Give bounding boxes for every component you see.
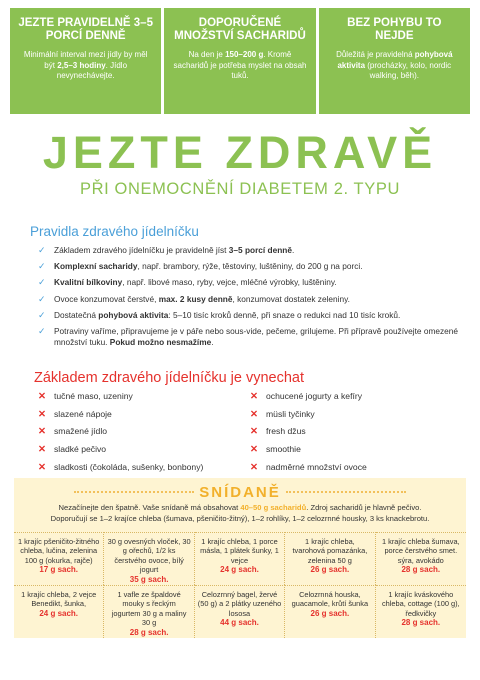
- info-box-regular-meals: [10, 8, 161, 114]
- info-box-body: Minimální interval mezi jídly by měl být 2,5–3 hodiny. Jídlo nevynechávejte.: [23, 50, 148, 80]
- rule-item: ✓ Základem zdravého jídelníčku je pravidelně jíst 3–5 porcí denně.: [38, 245, 295, 255]
- avoid-heading: Základem zdravého jídelníčku je vynechat: [34, 370, 305, 386]
- breakfast-option: Celozrnná houska, guacamole, krůtí šunka 26 g sach.: [285, 585, 375, 638]
- cross-icon: ✕: [38, 408, 46, 420]
- avoid-item: ✕ tučné maso, uzeniny: [38, 391, 133, 402]
- rules-list: [38, 245, 458, 353]
- info-box-title: BEZ POHYBU TO NEJDE: [347, 17, 442, 42]
- check-icon: ✓: [38, 293, 46, 304]
- check-icon: ✓: [38, 277, 46, 288]
- breakfast-option: 1 krajíc chleba šumava, porce čerstvého smet. sýra, avokádo 28 g sach.: [376, 532, 466, 585]
- breakfast-option: 1 krajíc chleba, tvarohová pomazánka, zelenina 50 g 26 g sach.: [285, 532, 375, 585]
- breakfast-note: Nezačínejte den špatně. Vaše snídaně má obsahovat 40–50 g sacharidů. Zdroj sacharidů je hlavně pečivo. Doporučují se 1–2 krajíce chleba (šumava, pšeničito-žitný), 1–2 rohlíky, 1–2 celozrnné housky, 3 ks knackebrotu.: [50, 503, 430, 523]
- cross-icon: ✕: [38, 391, 46, 402]
- check-icon: ✓: [38, 309, 46, 320]
- cross-icon: ✕: [38, 444, 46, 456]
- avoid-item: ✕ sladké pečivo: [38, 444, 107, 456]
- rule-item: ✓ Komplexní sacharidy, např. brambory, rýže, těstoviny, luštěniny, do 200 g na porci.: [38, 261, 363, 272]
- page-subtitle: PŘI ONEMOCNĚNÍ DIABETEM 2. TYPU: [80, 180, 400, 198]
- avoid-item: ✕ sladkosti (čokoláda, sušenky, bonbony): [38, 461, 204, 473]
- check-icon: ✓: [38, 245, 46, 255]
- avoid-item: ✕ smoothie: [250, 444, 301, 456]
- cross-icon: ✕: [250, 444, 258, 456]
- cross-icon: ✕: [250, 408, 258, 420]
- cross-icon: ✕: [250, 391, 258, 402]
- check-icon: ✓: [38, 261, 46, 272]
- avoid-item: ✕ fresh džus: [250, 426, 306, 438]
- info-box-carbs: [164, 8, 315, 114]
- breakfast-option: 1 vafle ze špaldové mouky s řeckým jogurtem 30 g a maliny 30 g 28 g sach.: [104, 585, 194, 638]
- breakfast-option: 1 krajíc kváskového chleba, cottage (100 g), ředkvičky 28 g sach.: [376, 585, 466, 638]
- info-box-exercise: [319, 8, 470, 114]
- breakfast-option: Celozrnný bagel, žervé (50 g) a 2 plátky uzeného lososa 44 g sach.: [195, 585, 285, 638]
- avoid-item: ✕ ochucené jogurty a kefíry: [250, 391, 363, 402]
- info-box-body: Na den je 150–200 g. Kromě sacharidů je potřeba myslet na obsah tuků.: [173, 50, 307, 80]
- rules-heading: Pravidla zdravého jídelníčku: [30, 224, 199, 239]
- breakfast-section: [14, 478, 466, 638]
- cross-icon: ✕: [38, 461, 46, 473]
- breakfast-grid: [14, 532, 466, 638]
- cross-icon: ✕: [250, 426, 258, 438]
- avoid-list-right: [250, 391, 367, 479]
- info-box-title: JEZTE PRAVIDELNĚ 3–5 PORCÍ DENNĚ: [18, 17, 153, 42]
- check-icon: ✓: [38, 325, 46, 336]
- info-box-title: DOPORUČENÉ MNOŽSTVÍ SACHARIDŮ: [174, 17, 306, 42]
- avoid-item: ✕ smažené jídlo: [38, 426, 108, 438]
- breakfast-option: 1 krajíc pšeničito-žitného chleba, lučina, zelenina 100 g (okurka, rajče) 17 g sach.: [14, 532, 104, 585]
- avoid-list-left: [38, 391, 203, 479]
- breakfast-heading: SNÍDANĚ: [199, 484, 281, 501]
- rule-item: ✓ Potraviny vaříme, připravujeme je v páře nebo sous-vide, pečeme, grilujeme. Při přípravě používejte omezené množství tuku. Pokud možno nesmažíme.: [38, 325, 458, 347]
- breakfast-option: 1 krajíc chleba, 1 porce másla, 1 plátek šunky, 1 vejce 24 g sach.: [195, 532, 285, 585]
- rule-item: ✓ Ovoce konzumovat čerstvé, max. 2 kusy denně, konzumovat dostatek zeleniny.: [38, 293, 350, 304]
- avoid-item: ✕ müsli tyčinky: [250, 408, 315, 420]
- cross-icon: ✕: [250, 461, 258, 473]
- top-banner: [10, 8, 470, 114]
- rule-item: ✓ Kvalitní bílkoviny, např. libové maso, ryby, vejce, mléčné výrobky, luštěniny.: [38, 277, 337, 288]
- avoid-item: ✕ nadměrné množství ovoce: [250, 461, 367, 473]
- breakfast-option: 30 g ovesných vloček, 30 g ořechů, 1/2 ks čerstvého ovoce, bílý jogurt 35 g sach.: [104, 532, 194, 585]
- avoid-item: ✕ slazené nápoje: [38, 408, 112, 420]
- breakfast-option: 1 krajíc chleba, 2 vejce Benedikt, šunka, 24 g sach.: [14, 585, 104, 638]
- info-box-body: Důležitá je pravidelná pohybová aktivita (procházky, kolo, nordic walking, běh).: [336, 50, 453, 80]
- rule-item: ✓ Dostatečná pohybová aktivita: 5–10 tisíc kroků denně, při snaze o redukci nad 10 tisíc kroků.: [38, 309, 401, 320]
- cross-icon: ✕: [38, 426, 46, 438]
- page-title: JEZTE ZDRAVĚ: [42, 127, 438, 178]
